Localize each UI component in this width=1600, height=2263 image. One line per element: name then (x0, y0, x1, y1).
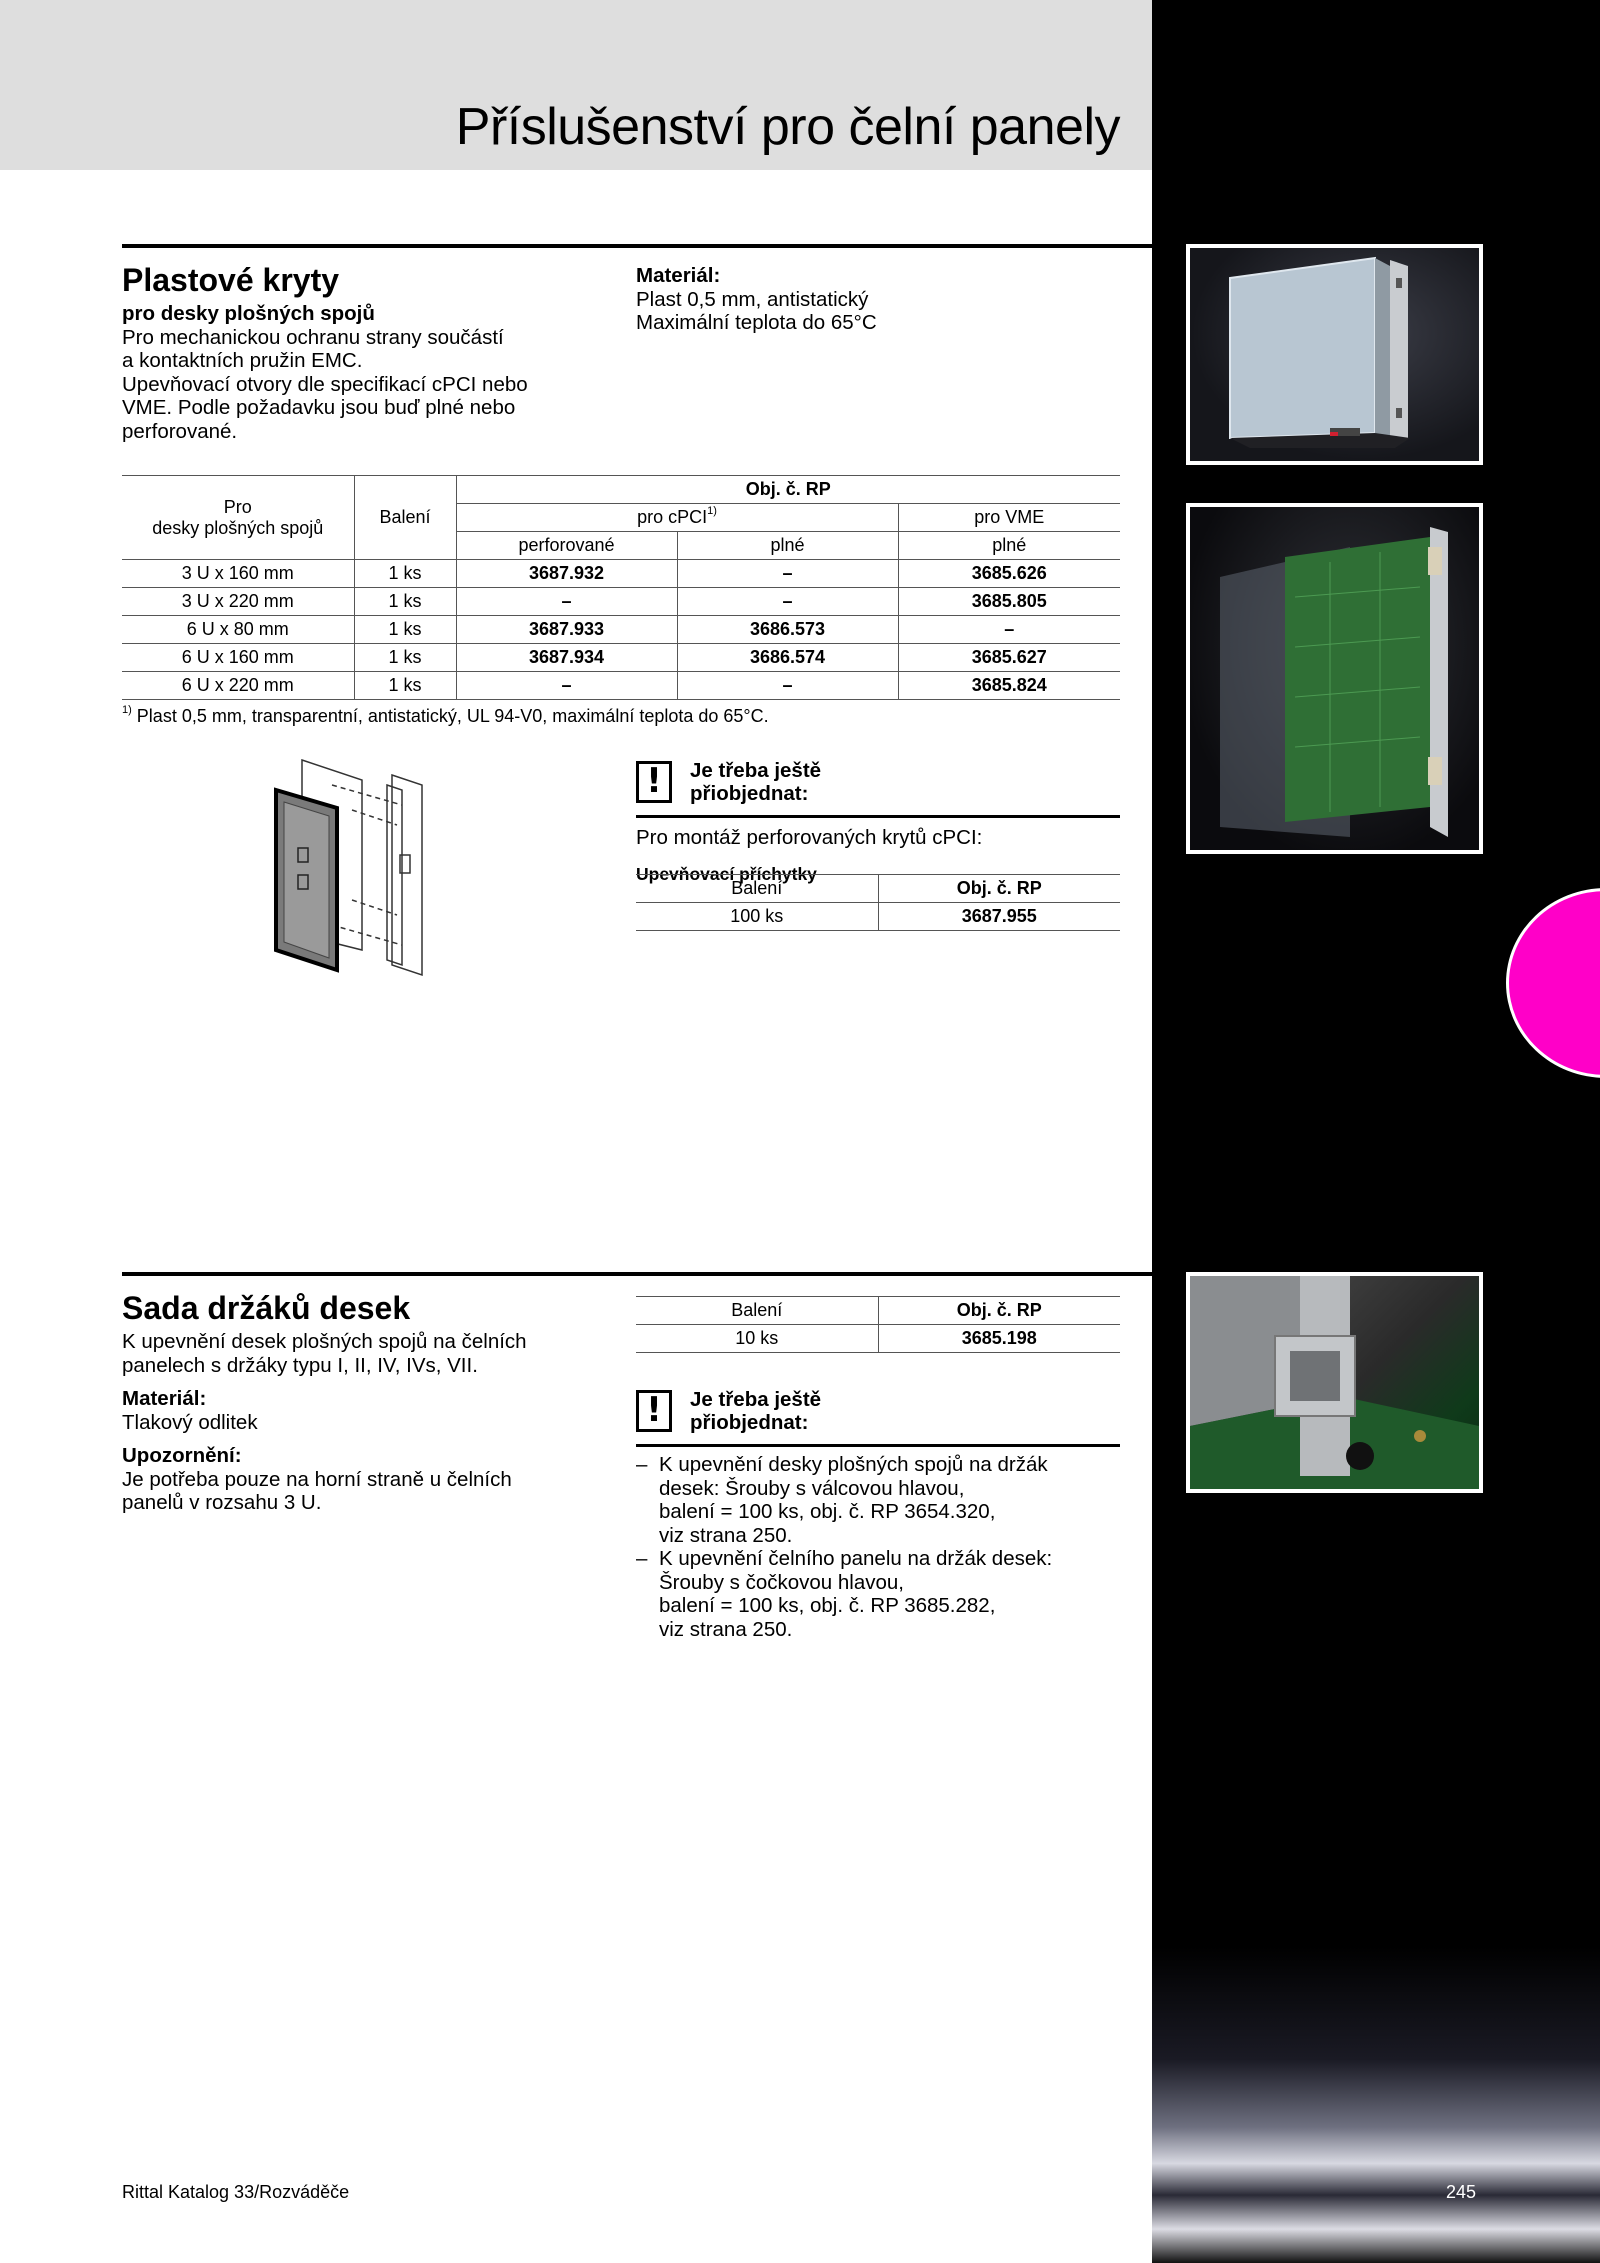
product-photo-pcb-cover (1186, 503, 1483, 854)
table-row: 3 U x 220 mm 1 ks – – 3685.805 (122, 588, 1120, 616)
section1-desc-line: VME. Podle požadavku jsou buď plné nebo (122, 396, 516, 419)
list-item: – K upevnění desky plošných spojů na držák desek: Šrouby s válcovou hlavou, balení = 100 ks, obj. č. RP 3654.320, viz strana 250. (636, 1453, 1120, 1547)
notice-title: přiobjednat: (690, 782, 809, 805)
board-holder-table (636, 1296, 1120, 1353)
warning-line: Je potřeba pouze na horní straně u čelních (122, 1467, 512, 1491)
material-line: Maximální teplota do 65°C (636, 311, 877, 334)
footer-catalog-name: Rittal Katalog 33/Rozváděče (122, 2182, 350, 2202)
material-value: Tlakový odlitek (122, 1410, 258, 1434)
warning-line: panelů v rozsahu 3 U. (122, 1491, 322, 1514)
section1-desc-line: perforované. (122, 419, 238, 443)
section-title-plastic-covers: Plastové kryty (122, 262, 340, 298)
product-photo-board-holder (1186, 1272, 1483, 1493)
col-header-packaging: Balení (354, 476, 456, 560)
exclamation-icon: ! (636, 1390, 672, 1432)
table-footnote: $^{1)}$ Plast 0,5 mm, transparentní, antistatický, UL 94-V0, maximální teplota do 65°C. (122, 704, 769, 726)
col-header-order-number: Obj. č. RP (878, 1297, 1120, 1325)
plastic-covers-table (122, 475, 1120, 700)
order-notice-section2 (636, 1386, 1120, 1641)
col-header-cpci: pro cPCI$^{1)}$ (456, 504, 898, 532)
table-row: 6 U x 80 mm 1 ks 3687.933 3686.573 – (122, 616, 1120, 644)
warning-label: Upozornění: (122, 1444, 242, 1467)
page-number: 245 (1446, 2182, 1477, 2202)
section1-subtitle: pro desky plošných spojů (122, 302, 375, 325)
material-label: Materiál: (636, 264, 721, 287)
exclamation-icon: ! (636, 761, 672, 803)
col-header-solid: plné (677, 532, 898, 560)
list-item: – K upevnění čelního panelu na držák desek: Šrouby s čočkovou hlavou, balení = 100 ks, obj. č. RP 3685.282, viz strana 250. (636, 1547, 1120, 1641)
col-header-vme: pro VME (898, 504, 1120, 532)
cover-mounting-drawing (262, 750, 462, 980)
notice-header (636, 1386, 1120, 1447)
notice-subhead: Upevňovací příchytky (636, 863, 817, 884)
material-label: Materiál: (122, 1387, 207, 1410)
page-title: Příslušenství pro čelní panely (455, 98, 1120, 156)
section1-desc-line: Upevňovací otvory dle specifikací cPCI nebo (122, 372, 528, 396)
table-row: 3 U x 160 mm 1 ks 3687.932 – 3685.626 (122, 560, 1120, 588)
table-row: 100 ks 3687.955 (636, 903, 1120, 931)
section1-description (122, 302, 582, 443)
notice-title: přiobjednat: (690, 1411, 809, 1434)
section2-description: K upevnění desek plošných spojů na čelních panelech s držáky typu I, II, IV, IVs, VII. Materiál: Tlakový odlitek Upozornění: Je potřeba pouze na horní straně u čelních panelů v rozsahu 3 U. (122, 1330, 602, 1515)
col-header-order-number: Obj. č. RP (878, 875, 1120, 903)
notice-title: Je třeba ještě (690, 759, 822, 782)
section-divider-1 (122, 244, 1152, 248)
col-header-packaging: Balení (636, 1297, 878, 1325)
clips-table (636, 874, 1120, 931)
notice-title: Je třeba ještě (690, 1388, 822, 1411)
table-row: 10 ks 3685.198 (636, 1325, 1120, 1353)
section-divider-2 (122, 1272, 1152, 1276)
section1-material (636, 264, 1116, 335)
col-header-packaging: Balení (636, 875, 878, 903)
table-row: 6 U x 160 mm 1 ks 3687.934 3686.574 3685.627 (122, 644, 1120, 672)
notice-list (636, 1453, 1120, 1641)
section-title-board-holders: Sada držáků desek (122, 1290, 411, 1326)
col-header-solid-vme: plné (898, 532, 1120, 560)
col-header-order-number: Obj. č. RP (456, 476, 1120, 504)
order-notice-section1 (636, 757, 1120, 885)
col-header-board-size: Pro desky plošných spojů (122, 476, 354, 560)
table-row: 6 U x 220 mm 1 ks – – 3685.824 (122, 672, 1120, 700)
notice-header (636, 757, 1120, 818)
material-line: Plast 0,5 mm, antistatický (636, 287, 869, 311)
notice-text: Pro montáž perforovaných krytů cPCI: (636, 826, 983, 849)
product-photo-plastic-cover (1186, 244, 1483, 465)
col-header-perforated: perforované (456, 532, 677, 560)
section1-desc-line: a kontaktních pružin EMC. (122, 349, 363, 372)
section1-desc-line: Pro mechanickou ochranu strany součástí (122, 325, 504, 349)
